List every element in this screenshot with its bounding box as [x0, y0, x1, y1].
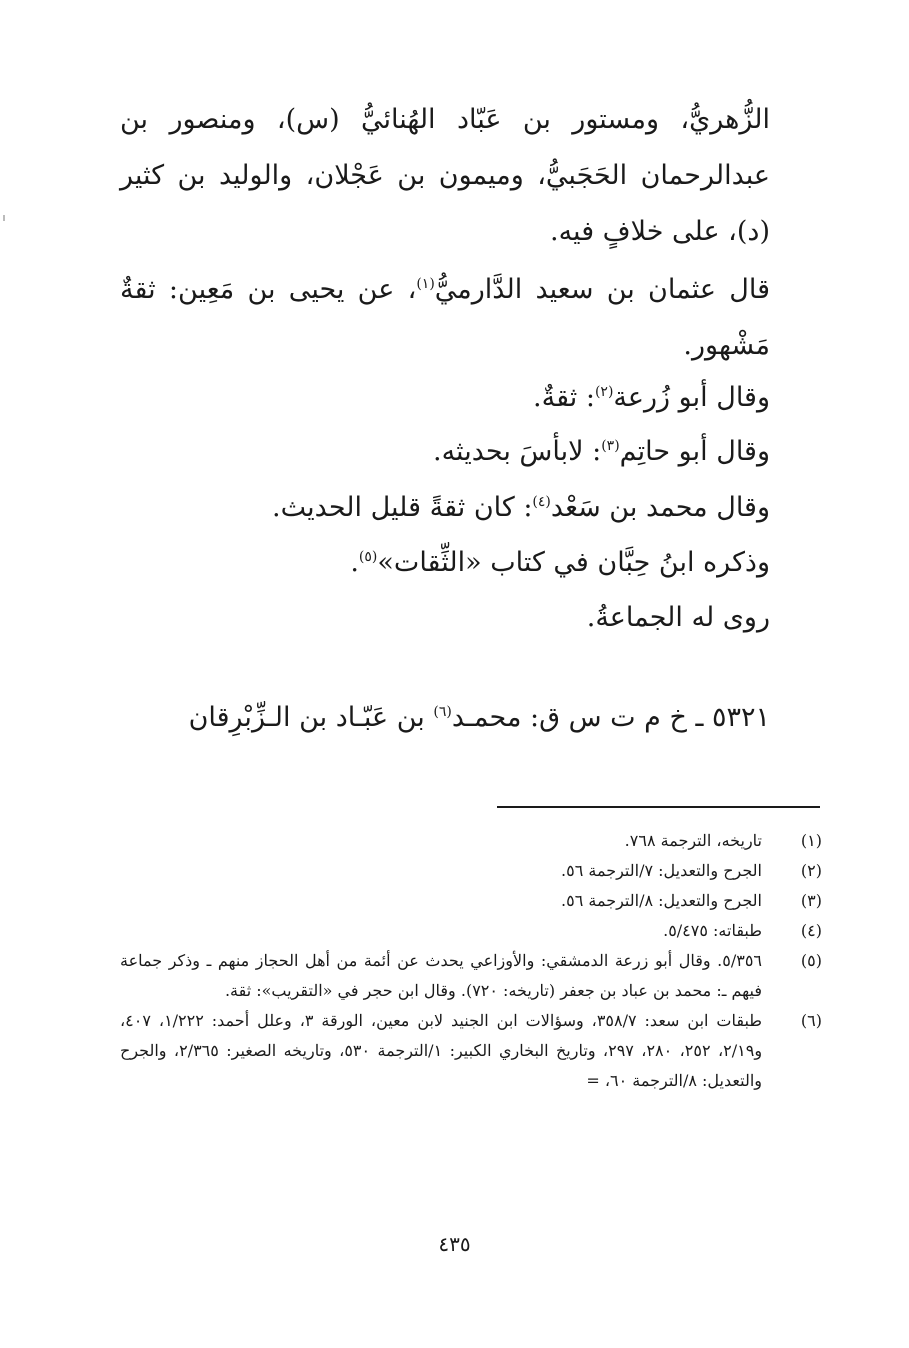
footnote-item [120, 916, 822, 946]
footnote-number: (٦) [800, 1011, 822, 1030]
footnote-item [120, 1006, 822, 1096]
quote-text: وذكره ابنُ حِبَّان في كتاب «الثِّقات» [377, 547, 770, 578]
paragraph-text: ، عن يحيى بن مَعِين: ثقةٌ مَشْهور. [120, 274, 770, 361]
footnote-item [120, 886, 822, 916]
quote-text: روى له الجماعةُ. [586, 602, 770, 633]
footnote-text: طبقات ابن سعد: ٣٥٨/٧، وسؤالات ابن الجنيد لابن معين، الورقة ٣، وعلل أحمد: ١/٢٢٢، ٤٠٧، و٢/١٩، ٢٥٢، ٢٨٠، ٢٩٧، وتاريخ البخاري الكبير: ١/الترجمة ٥٣٠، وتاريخه الصغير: ٢/٣٦٥، والجرح والتعديل: ٨/الترجمة ٦٠، = [120, 1011, 763, 1090]
quote-abu-zura [533, 370, 770, 426]
quote-text: : ثقةٌ. [533, 382, 595, 413]
narrated-by-line [587, 590, 770, 646]
entry-title: بن عَبّـاد بن الـزِّبْرِقان [188, 702, 434, 733]
entry-title: ٥٣٢١ ـ خ م ت س ق: محمـد [451, 702, 770, 733]
scan-mark [3, 215, 5, 221]
page-number: ٤٣٥ [438, 1232, 471, 1256]
footnote-number: (٤) [800, 921, 822, 940]
footnote-text: تاريخه، الترجمة ٧٦٨. [624, 831, 762, 850]
footnote-text: الجرح والتعديل: ٨/الترجمة ٥٦. [561, 891, 762, 910]
quote-text: وقال أبو زُرعة [613, 382, 770, 413]
footnotes [120, 826, 822, 1096]
footnote-item [120, 946, 822, 1006]
quote-text: : كان ثقةً قليل الحديث. [272, 492, 533, 523]
footnote-ref[interactable]: (٤) [532, 494, 551, 510]
footnote-item [120, 856, 822, 886]
footnote-ref[interactable]: (٢) [594, 384, 614, 400]
quote-ibn-hibban [350, 535, 770, 591]
paragraph-ibn-maeen [120, 262, 770, 374]
footnote-separator [497, 806, 820, 808]
footnote-item [120, 826, 822, 856]
quote-ibn-saad [272, 480, 770, 536]
quote-text: : لابأسَ بحديثه. [433, 436, 602, 467]
footnote-number: (١) [800, 831, 822, 850]
quote-text: وقال محمد بن سَعْد [550, 492, 770, 523]
paragraph-transmitters [120, 92, 770, 260]
paragraph-text: الزُّهريُّ، ومستور بن عَبّاد الهُنائيُّ (س)، ومنصور بن عبدالرحمان الحَجَبيُّ، وميمون بن عَجْلان، والوليد بن كثير (د)، على خلافٍ فيه. [120, 104, 770, 247]
footnote-text: طبقاته: ٥/٤٧٥. [663, 921, 762, 940]
paragraph-text: قال عثمان بن سعيد الدَّارميُّ [434, 274, 770, 305]
footnote-ref[interactable]: (١) [416, 276, 435, 292]
quote-text: وقال أبو حاتِم [619, 436, 770, 467]
footnote-ref[interactable]: (٦) [433, 704, 452, 720]
entry-heading [189, 690, 770, 746]
footnote-text: ٥/٣٥٦. وقال أبو زرعة الدمشقي: والأوزاعي يحدث عن أئمة من أهل الحجاز منهم ـ وذكر جماعة فيهم ـ: محمد بن عباد بن جعفر (تاريخه: ٧٢٠). وقال ابن حجر في «التقريب»: ثقة. [120, 951, 762, 1000]
quote-text: . [350, 547, 359, 578]
footnote-number: (٥) [800, 951, 822, 970]
footnote-text: الجرح والتعديل: ٧/الترجمة ٥٦. [561, 861, 762, 880]
quote-abu-hatim [433, 424, 770, 480]
footnote-number: (٣) [800, 891, 822, 910]
footnote-ref[interactable]: (٥) [358, 549, 378, 565]
footnote-ref[interactable]: (٣) [601, 438, 620, 454]
footnote-number: (٢) [800, 861, 822, 880]
